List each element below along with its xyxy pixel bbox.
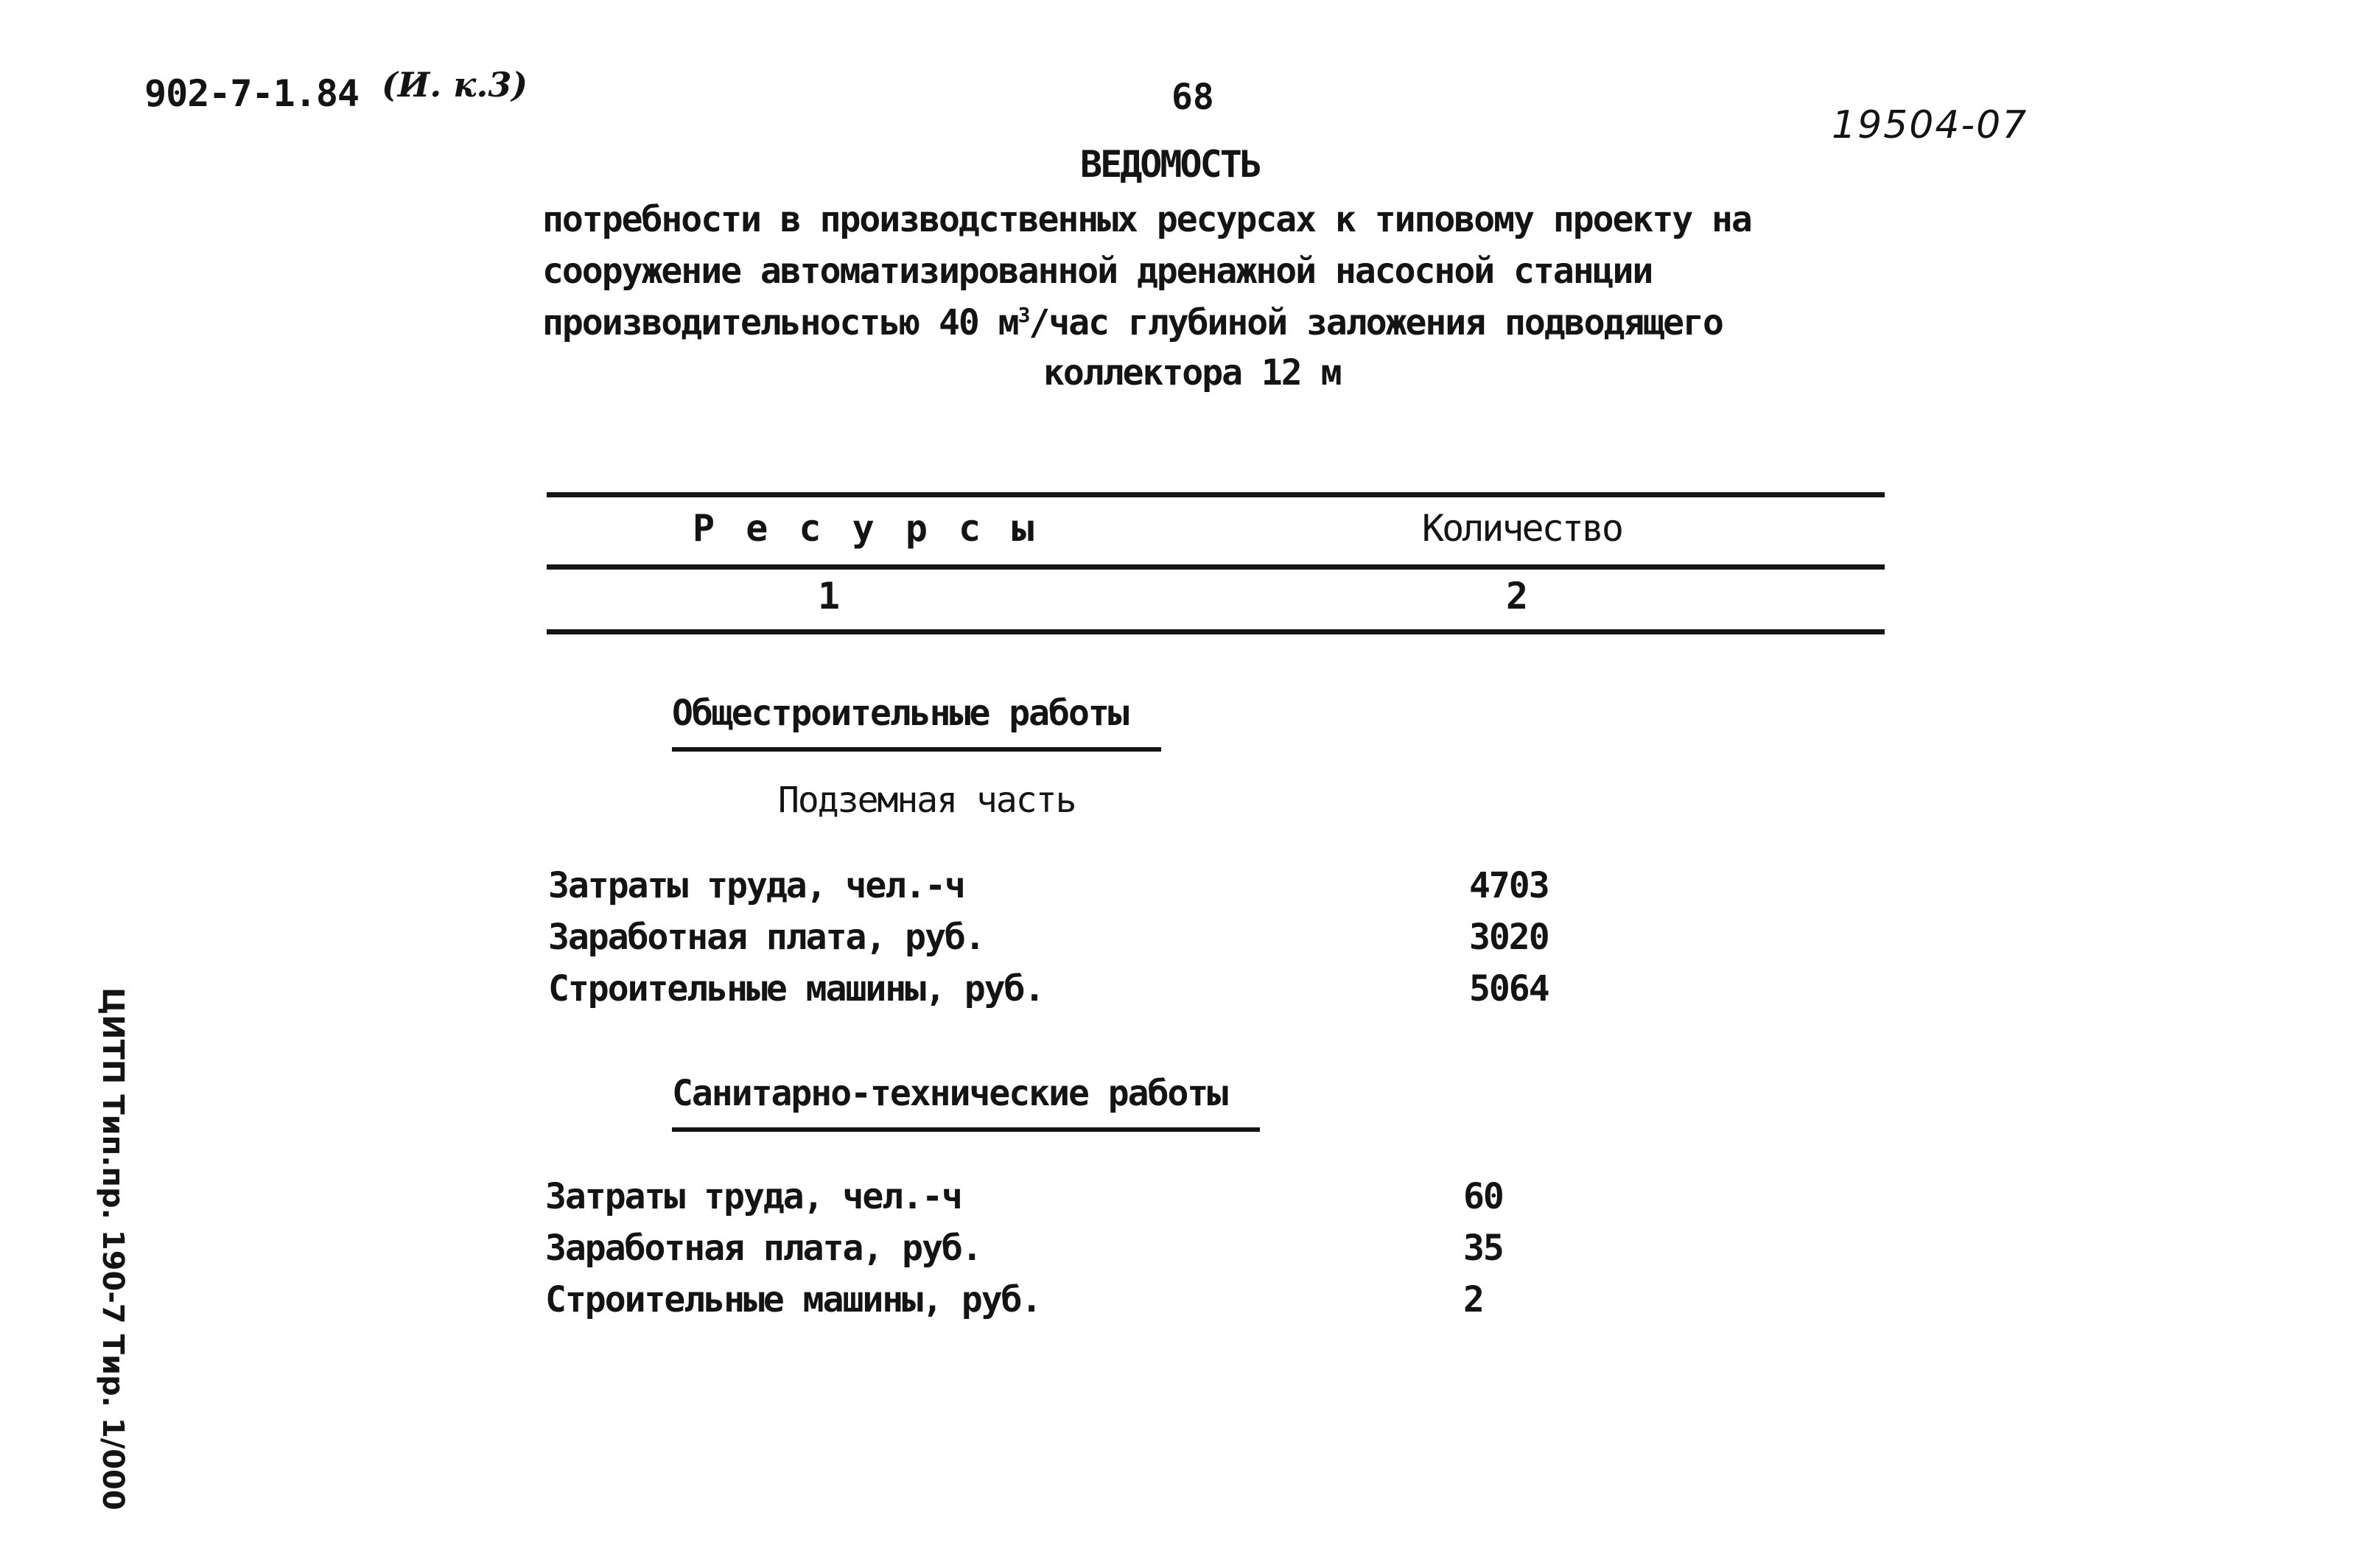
section-underline bbox=[672, 747, 1161, 752]
row-value: 3020 bbox=[1469, 917, 1549, 958]
subtitle-line-1: потребности в производственных ресурсах к типовому проекту на bbox=[542, 199, 1751, 240]
row-label: Заработная плата, руб. bbox=[548, 917, 984, 958]
table-number-rule bbox=[547, 629, 1885, 634]
table-top-rule bbox=[547, 492, 1885, 497]
row-value: 4703 bbox=[1469, 865, 1549, 906]
row-label: Строительные машины, руб. bbox=[548, 968, 1044, 1009]
section-title-sanitary-works: Санитарно-технические работы bbox=[672, 1073, 1227, 1114]
column-number-2: 2 bbox=[1506, 575, 1529, 617]
column-header-resources: Р е с у р с ы bbox=[693, 507, 1039, 550]
row-label: Заработная плата, руб. bbox=[545, 1228, 981, 1269]
section-title-general-construction: Общестроительные работы bbox=[672, 693, 1128, 734]
row-value: 60 bbox=[1463, 1176, 1503, 1217]
side-print-stamp: ЦИТП Тип.пр. 190-7 Тир. 1/000 bbox=[96, 987, 130, 1511]
subtitle-line-3-start: производительностью 40 м bbox=[542, 302, 1018, 343]
document-code: 902-7-1.84 bbox=[144, 72, 360, 115]
subtitle-line-3-end: /час глубиной заложения подводящего bbox=[1029, 302, 1723, 343]
subtitle-line-4: коллектора 12 м bbox=[1043, 352, 1341, 393]
row-label: Затраты труда, чел.-ч bbox=[545, 1176, 961, 1217]
row-label: Строительные машины, руб. bbox=[545, 1279, 1041, 1320]
document-title: ВЕДОМОСТЬ bbox=[1080, 143, 1260, 186]
handwritten-note: (И. к.3) bbox=[382, 65, 528, 105]
row-value: 5064 bbox=[1469, 968, 1549, 1009]
section-subtitle-underground: Подземная часть bbox=[778, 780, 1076, 821]
superscript: 3 bbox=[1017, 303, 1029, 327]
table-header-rule bbox=[547, 564, 1885, 570]
row-value: 2 bbox=[1463, 1279, 1483, 1320]
subtitle-line-3 bbox=[542, 302, 1723, 343]
column-number-1: 1 bbox=[818, 575, 841, 617]
column-header-quantity: Количество bbox=[1422, 507, 1622, 550]
row-label: Затраты труда, чел.-ч bbox=[548, 865, 964, 906]
document-id: 19504-07 bbox=[1832, 103, 2028, 147]
subtitle-line-2: сооружение автоматизированной дренажной насосной станции bbox=[542, 251, 1653, 292]
page-number: 68 bbox=[1171, 77, 1214, 118]
row-value: 35 bbox=[1463, 1228, 1503, 1269]
section-underline bbox=[672, 1127, 1260, 1132]
